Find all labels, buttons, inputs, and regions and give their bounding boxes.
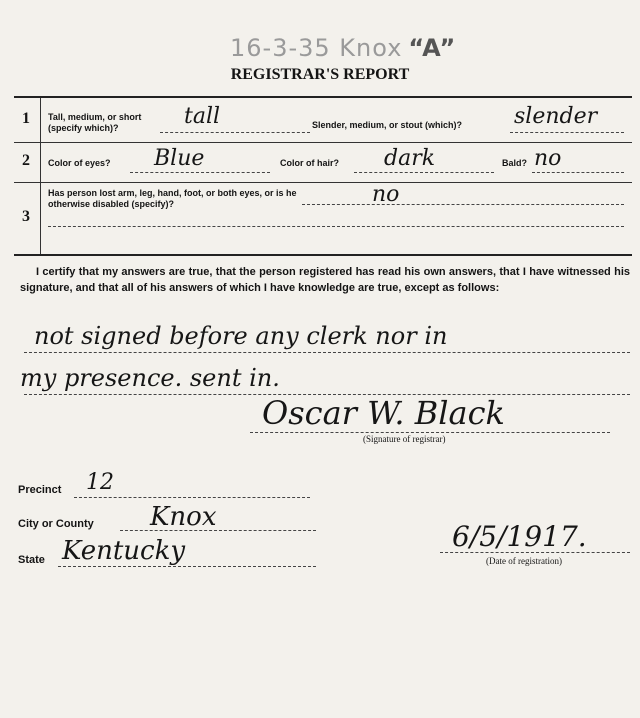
stamp-letter: “A” (408, 34, 457, 62)
row-number: 2 (22, 152, 30, 169)
height-value: tall (184, 104, 221, 129)
file-stamp (230, 34, 456, 62)
disability-label: Has person lost arm, leg, hand, foot, or both eyes, or is he otherwise disabled (specify)? (48, 188, 297, 209)
page-title: REGISTRAR'S REPORT (230, 66, 410, 83)
disability-value: no (372, 182, 400, 207)
disability-answer-line-2 (48, 226, 624, 227)
precinct-value: 12 (86, 470, 114, 495)
city-county-label: City or County (18, 518, 94, 530)
state-line (58, 566, 316, 567)
row-number: 1 (22, 110, 30, 127)
height-label: Tall, medium, or short (specify which)? (48, 112, 142, 133)
registration-date: 6/5/1917. (452, 520, 587, 553)
date-caption: (Date of registration) (486, 556, 562, 566)
hair-color-value: dark (384, 146, 436, 171)
row-height-build (14, 98, 632, 143)
eye-color-label: Color of eyes? (48, 158, 111, 168)
bald-answer-line (532, 172, 624, 173)
exception-line-2: my presence. sent in. (20, 364, 280, 392)
eye-color-value: Blue (154, 146, 205, 171)
date-line (440, 552, 630, 553)
build-value: slender (514, 104, 598, 129)
exception-rule-1 (24, 352, 630, 353)
hair-color-label: Color of hair? (280, 158, 339, 168)
row-disability (14, 182, 632, 254)
bald-label: Bald? (502, 158, 528, 168)
exception-line-1: not signed before any clerk nor in (34, 322, 448, 350)
city-county-line (120, 530, 316, 531)
bald-value: no (534, 146, 562, 171)
signature-line (250, 432, 610, 433)
eye-color-answer-line (130, 172, 270, 173)
state-value: Kentucky (62, 536, 186, 566)
build-label: Slender, medium, or stout (which)? (312, 120, 463, 130)
city-county-value: Knox (150, 502, 217, 532)
signature-caption: (Signature of registrar) (363, 434, 446, 444)
state-label: State (18, 554, 45, 566)
certification-text: I certify that my answers are true, that the person registered has read his own answers, that I have witnessed his signature, and that all of his answers of which I have knowledge are true, except as follows: (20, 266, 630, 294)
row-eyes-hair (14, 142, 632, 183)
build-answer-line (510, 132, 624, 133)
description-table (14, 96, 632, 256)
registrar-signature: Oscar W. Black (262, 394, 505, 432)
stamp-text: 16-3-35 Knox (230, 34, 403, 62)
row-number: 3 (22, 208, 30, 225)
precinct-line (74, 497, 310, 498)
height-answer-line (160, 132, 310, 133)
disability-answer-line (302, 204, 624, 205)
precinct-label: Precinct (18, 484, 62, 496)
hair-color-answer-line (354, 172, 494, 173)
